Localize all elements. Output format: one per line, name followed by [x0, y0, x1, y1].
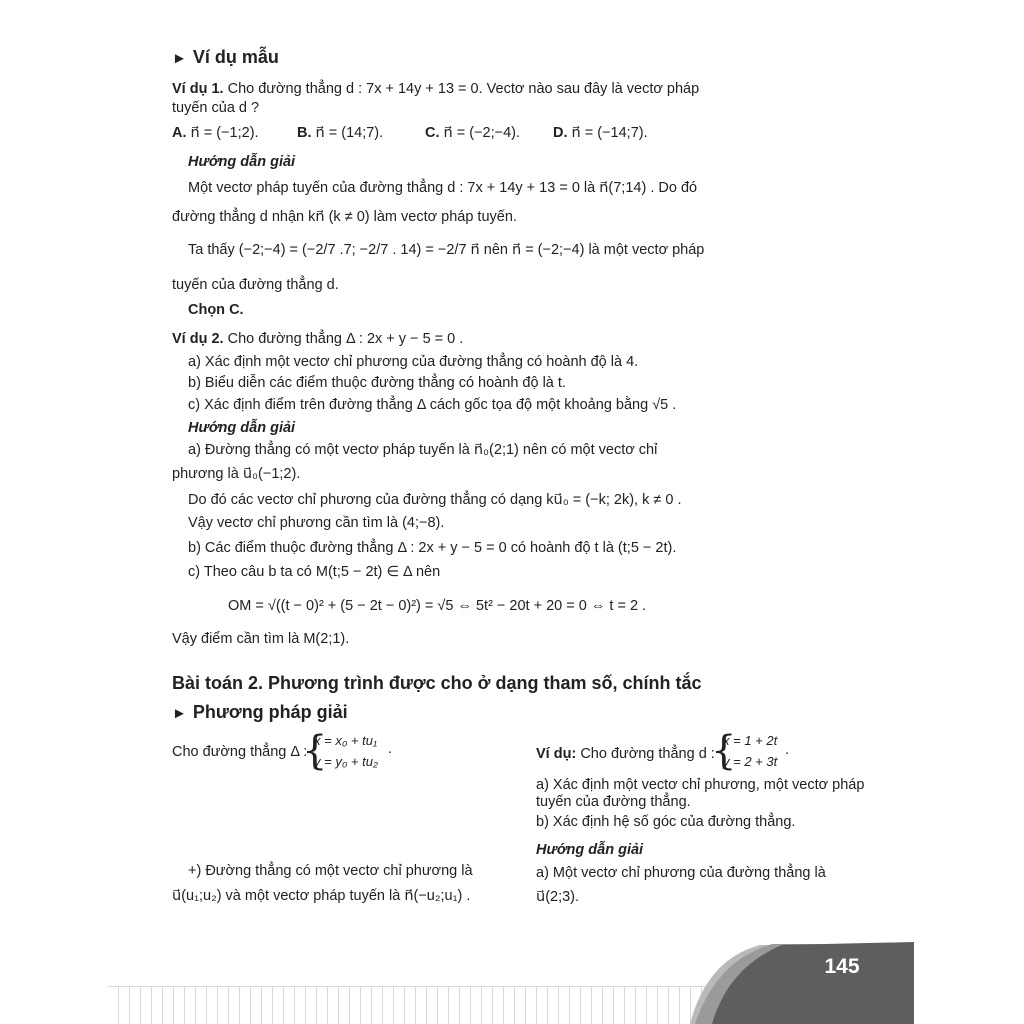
page-number: 145: [824, 955, 860, 978]
ex2-sol-c-formula: OM = √((t − 0)² + (5 − 2t − 0)²) = √5 ⇔ 5t² − 20t + 20 = 0 ⇔ t = 2 .: [228, 598, 647, 614]
right-part-a-line2: tuyến của đường thẳng.: [536, 794, 691, 810]
left-system-brace: {: [302, 728, 328, 774]
option-letter: A.: [172, 125, 187, 141]
ex1-solution-line2: đường thẳng d nhận kn⃗ (k ≠ 0) làm vectơ pháp tuyến.: [172, 209, 517, 225]
problem2-title: Bài toán 2. Phương trình được cho ở dạng tham số, chính tắc: [172, 673, 702, 693]
ex2-sol-a-line2: phương là u⃗₀(−1;2).: [172, 466, 301, 482]
ex2-sol-a-line1: a) Đường thẳng có một vectơ pháp tuyến là n⃗₀(2;1) nên có một vectơ chỉ: [188, 442, 658, 458]
right-part-a-line1: a) Xác định một vectơ chỉ phương, một vectơ pháp: [536, 777, 865, 793]
right-system-dot: .: [785, 742, 790, 758]
left-system-dot: .: [388, 741, 393, 757]
ex2-label: Ví dụ 2.: [172, 331, 224, 347]
right-guide-heading: Hướng dẫn giải: [536, 842, 644, 858]
ex1-solution-line3: Ta thấy (−2;−4) = (−2/7 .7; −2/7 . 14) = −2/7 n⃗ nên n⃗ = (−2;−4) là một vectơ pháp: [188, 242, 705, 258]
option-text: n⃗ = (−2;−4).: [443, 125, 521, 141]
ex1-solution-line1: Một vectơ pháp tuyến của đường thẳng d : 7x + 14y + 13 = 0 là n⃗(7;14) . Do đó: [188, 180, 698, 196]
ex2-conclusion: Vậy điểm cần tìm là M(2;1).: [172, 631, 350, 647]
ex2-guide-heading: Hướng dẫn giải: [188, 420, 296, 436]
option-text: n⃗ = (14;7).: [315, 125, 384, 141]
left-system-eq2: y = y₀ + tu₂: [314, 754, 378, 769]
ex1-guide-heading: Hướng dẫn giải: [188, 154, 296, 170]
ex2-sol-c-line1: c) Theo câu b ta có M(t;5 − 2t) ∈ Δ nên: [188, 564, 441, 580]
option-letter: D.: [553, 125, 568, 141]
section-title: Ví dụ mẫu: [192, 47, 279, 67]
ex2-part-b: b) Biểu diễn các điểm thuộc đường thẳng có hoành độ là t.: [188, 375, 566, 391]
ex2-part-c: c) Xác định điểm trên đường thẳng Δ cách gốc tọa độ một khoảng bằng √5 .: [188, 397, 677, 413]
right-example-label: Ví dụ:: [536, 746, 577, 762]
left-system-eq1: x = x₀ + tu₁: [314, 733, 378, 748]
right-example-text: Cho đường thẳng d :: [580, 746, 715, 762]
ex2-question-text: Cho đường thẳng Δ : 2x + y − 5 = 0 .: [227, 331, 464, 347]
option-text: n⃗ = (−14;7).: [571, 125, 648, 141]
triangle-marker-icon: ►: [172, 50, 187, 67]
left-intro: Cho đường thẳng Δ :: [172, 744, 308, 760]
ex2-sol-b: b) Các điểm thuộc đường thẳng Δ : 2x + y − 5 = 0 có hoành độ t là (t;5 − 2t).: [188, 540, 677, 556]
ex2-sol-a-line4: Vậy vectơ chỉ phương cần tìm là (4;−8).: [188, 515, 445, 531]
ex1-solution-line4: tuyến của đường thẳng d.: [172, 277, 339, 293]
right-part-b: b) Xác định hệ số góc của đường thẳng.: [536, 814, 796, 830]
right-solution-line2: u⃗(2;3).: [536, 889, 580, 905]
right-solution-line1: a) Một vectơ chỉ phương của đường thẳng là: [536, 865, 826, 881]
triangle-marker-icon: ►: [172, 705, 187, 722]
right-system-eq2: y = 2 + 3t: [723, 754, 778, 769]
ex2-part-a: a) Xác định một vectơ chỉ phương của đường thẳng có hoành độ là 4.: [188, 354, 639, 370]
ex1-question-line1: Cho đường thẳng d : 7x + 14y + 13 = 0. Vectơ nào sau đây là vectơ pháp: [227, 81, 700, 97]
ex1-question-line2: tuyến của d ?: [172, 100, 260, 116]
left-para-line1: +) Đường thẳng có một vectơ chỉ phương là: [188, 863, 473, 879]
option-text: n⃗ = (−1;2).: [190, 125, 259, 141]
left-para-line2: u⃗(u₁;u₂) và một vectơ pháp tuyến là n⃗(−u₂;u₁) .: [172, 888, 471, 904]
ex1-answer: Chọn C.: [188, 302, 244, 318]
option-letter: C.: [425, 125, 440, 141]
right-system-eq1: x = 1 + 2t: [723, 733, 778, 748]
ex2-sol-a-line3: Do đó các vectơ chỉ phương của đường thẳng có dạng ku⃗₀ = (−k; 2k), k ≠ 0 .: [188, 492, 682, 508]
method-title: Phương pháp giải: [192, 702, 348, 722]
right-system-brace: {: [711, 728, 737, 774]
ex1-label: Ví dụ 1.: [172, 81, 224, 97]
option-letter: B.: [297, 125, 312, 141]
